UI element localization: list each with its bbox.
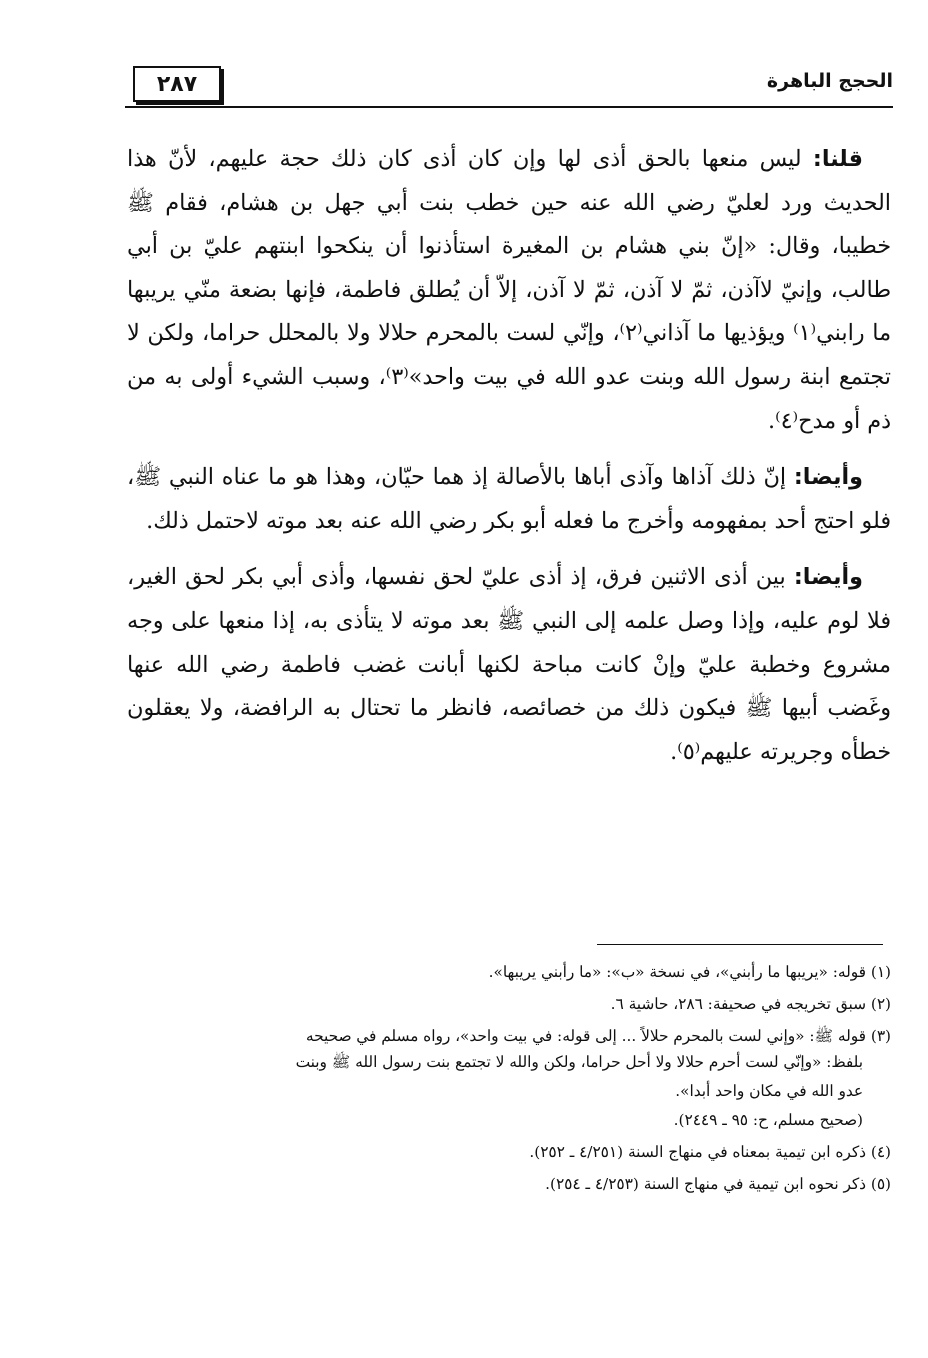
footnote-continuation: عدو الله في مكان واحد أبدا». [675,1082,863,1100]
paragraph-lead: قلنا: [812,146,863,172]
paragraph-lead: وأيضا: [793,464,863,491]
paragraph-text: ليس منعها بالحق أذى لها وإن كان أذى كان ذلك حجة عليهم، لأنّ هذا الحديث ورد لعليّ رضي الله عنه حين خطب بنت أبي جهل بن هشام، فقام ﷺ خطيبا، وقال: «إنّ بني هشام بن المغيرة استأذنوا أن ينكحوا ابنتهم عليّ بن أبي طالب، وإنيّ لاآذن، ثمّ لا آذن، ثمّ لا آذن، إلاّ أن يُطلق فاطمة، فإنها بضعة منّي يريبها ما رابني⁽١⁾ ويؤذيها ما آذاني⁽٢⁾، وإنّي لست بالمحرم حلالا ولا بالمحلل حراما، ولكن لا تجتمع ابنة رسول الله وبنت عدو الله في بيت واحد»⁽٣⁾، وسبب الشيء أولى به من ذم أو مدح⁽٤⁾. [127,146,892,434]
running-title: الحجج الباهرة [766,70,893,92]
footnote [127,1022,891,1135]
body-text [127,138,891,787]
paragraph [127,456,891,543]
page-number: ٢٨٧ [133,66,221,102]
footnote: (٥) ذكر نحوه ابن تيمية في منهاج السنة (٤/٢٥٣ ـ ٢٥٤). [545,1175,891,1193]
footnote-continuation: (صحيح مسلم، ح: ٩٥ ـ ٢٤٤٩). [673,1111,863,1129]
paragraph-text: إنّ ذلك آذاها وآذى أباها بالأصالة إذ هما حيّان، وهذا هو ما عناه النبي ﷺ، فلو احتج أحد بمفهومه وأخرج ما فعله أبو بكر رضي الله عنه بعد موته لاحتمل ذلك. [127,464,891,534]
footnote-text: (٣) قوله ﷺ: «وإني لست بالمحرم حلالاً ... إلى قوله: في بيت واحد»، رواه مسلم في صحيحه [305,1027,891,1045]
page-header [125,62,893,110]
paragraph [127,138,891,443]
footnote-divider [597,944,883,945]
footnote: (٤) ذكره ابن تيمية بمعناه في منهاج السنة (٤/٢٥١ ـ ٢٥٢). [529,1143,891,1161]
paragraph-lead: وأيضا: [793,564,863,591]
paragraph [127,556,891,774]
footnotes [127,958,891,1202]
footnote-continuation: بلفظ: «وإنّي لست أحرم حلالا ولا أحل حراما، ولكن والله لا تجتمع بنت رسول الله ﷺ وبنت [295,1053,863,1071]
footnote: (٢) سبق تخريجه في صحيفة: ٢٨٦، حاشية ٦. [610,995,891,1013]
paragraph-text: بين أذى الاثنين فرق، إذ أذى عليّ لحق نفسها، وأذى أبي بكر لحق الغير، فلا لوم عليه، وإذا وصل علمه إلى النبي ﷺ بعد موته لا يتأذى به، إذا منعها على وجه مشروع وخطبة عليّ وإنْ كانت مباحة لكنها أبانت غضب فاطمة رضي الله عنها وغَضب أبيها ﷺ فيكون ذلك من خصائصه، فانظر ما تحتال به الرافضة، ولا يعقلون خطأه وجريرته عليهم⁽٥⁾. [127,564,891,765]
header-divider [125,106,893,108]
footnote: (١) قوله: «يريبها ما رأبني»، في نسخة «ب»: «ما رأبني يريبها». [488,963,891,981]
